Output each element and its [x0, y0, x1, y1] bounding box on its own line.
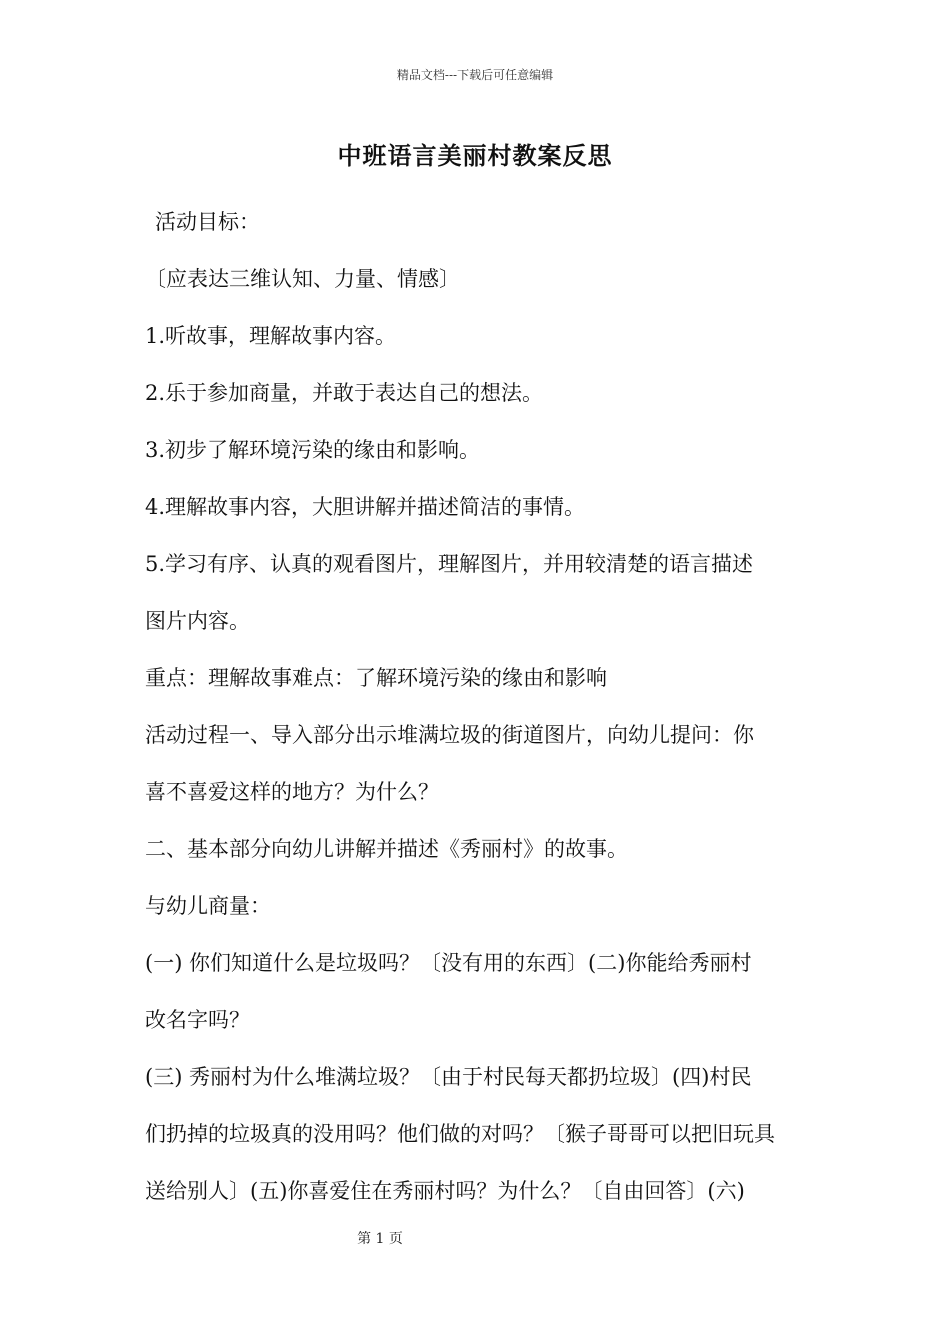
document-body	[145, 194, 810, 1220]
body-line: 〔应表达三维认知、力量、情感〕	[145, 267, 460, 291]
document-title: 中班语言美丽村教案反思	[337, 141, 613, 170]
body-line: 活动目标：	[155, 210, 260, 234]
body-line: 3.初步了解环境污染的缘由和影响。	[145, 438, 481, 462]
body-line: 送给别人〕(五)你喜爱住在秀丽村吗？为什么？〔自由回答〕(六)	[145, 1179, 745, 1203]
body-line: 喜不喜爱这样的地方？为什么？	[145, 780, 439, 804]
header-note: 精品文档---下载后可任意编辑	[396, 68, 554, 82]
body-line: 1.听故事，理解故事内容。	[145, 324, 397, 348]
body-line: 2.乐于参加商量，并敢于表达自己的想法。	[145, 381, 544, 405]
body-line: 改名字吗？	[145, 1008, 250, 1032]
body-line: 图片内容。	[145, 609, 250, 633]
body-line: 活动过程一、导入部分出示堆满垃圾的街道图片，向幼儿提问：你	[145, 723, 754, 747]
page-number: 第 1 页	[357, 1231, 403, 1247]
body-line: 重点：理解故事难点：了解环境污染的缘由和影响	[145, 666, 607, 690]
body-line: 与幼儿商量：	[145, 894, 271, 918]
body-line: 5.学习有序、认真的观看图片，理解图片，并用较清楚的语言描述	[145, 552, 754, 576]
body-line: (三) 秀丽村为什么堆满垃圾？〔由于村民每天都扔垃圾〕(四)村民	[145, 1065, 752, 1089]
body-line: 们扔掉的垃圾真的没用吗？他们做的对吗？〔猴子哥哥可以把旧玩具	[145, 1122, 775, 1146]
body-line: 二、基本部分向幼儿讲解并描述《秀丽村》的故事。	[145, 837, 628, 861]
body-line: (一) 你们知道什么是垃圾吗？〔没有用的东西〕(二)你能给秀丽村	[145, 951, 752, 975]
body-line: 4.理解故事内容，大胆讲解并描述简洁的事情。	[145, 495, 586, 519]
